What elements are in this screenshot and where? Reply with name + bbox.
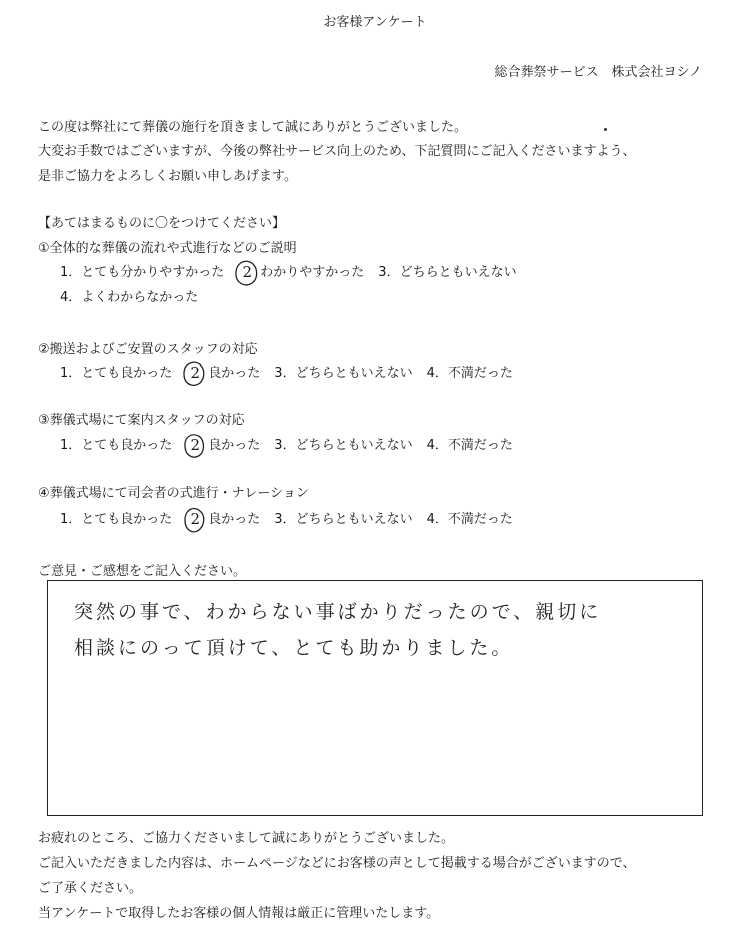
q4-option-1[interactable]: 1．とても良かった — [60, 512, 173, 527]
question-4-options — [60, 512, 527, 527]
q2-option-1[interactable]: 1．とても良かった — [60, 366, 173, 381]
q3-option-1[interactable]: 1．とても良かった — [60, 438, 173, 453]
speck-mark — [604, 128, 607, 131]
comment-box[interactable] — [47, 580, 703, 816]
q4-option-2-selected[interactable] — [186, 512, 204, 527]
hand-circle-icon — [182, 506, 208, 536]
q1-option-2-label: わかりやすかった — [260, 265, 365, 280]
q2-option-4[interactable]: 4．不満だった — [426, 366, 513, 381]
intro-line-3: 是非ご協力をよろしくお願い申しあげます。 — [38, 169, 297, 184]
q1-option-1[interactable]: 1．とても分かりやすかった — [60, 265, 225, 280]
closing-line-1: お疲れのところ、ご協力くださいまして誠にありがとうございました。 — [38, 831, 455, 846]
q2-option-2-selected[interactable] — [186, 366, 204, 381]
comment-label: ご意見・ご感想をご記入ください。 — [38, 564, 247, 579]
handwritten-comment-line-1: 突然の事で、わからない事ばかりだったので、親切に — [74, 601, 602, 623]
question-2-heading: ②搬送およびご安置のスタッフの対応 — [38, 342, 258, 357]
closing-line-4: 当アンケートで取得したお客様の個人情報は厳正に管理いたします。 — [38, 906, 440, 921]
q2-option-3[interactable]: 3．どちらともいえない — [274, 366, 413, 381]
q3-option-4[interactable]: 4．不満だった — [426, 438, 513, 453]
q3-option-2-number: 2 — [190, 436, 201, 454]
q4-option-3[interactable]: 3．どちらともいえない — [274, 512, 413, 527]
q3-option-2-selected[interactable] — [186, 438, 204, 453]
closing-line-3: ご了承ください。 — [38, 881, 143, 896]
page-title: お客様アンケート — [323, 15, 427, 30]
q4-option-2-label: 良かった — [208, 512, 261, 527]
q2-option-2-label: 良かった — [208, 366, 261, 381]
q4-option-4[interactable]: 4．不満だった — [426, 512, 513, 527]
question-4-heading: ④葬儀式場にて司会者の式進行・ナレーション — [38, 486, 309, 501]
instruction-text: 【あてはまるものに〇をつけてください】 — [38, 216, 286, 231]
question-1-heading: ①全体的な葬儀の流れや式進行などのご説明 — [38, 241, 297, 256]
hand-circle-icon — [182, 432, 208, 462]
q1-option-2-number: 2 — [242, 263, 253, 281]
question-3-options — [60, 438, 527, 453]
hand-circle-icon — [182, 360, 208, 390]
q1-option-3[interactable]: 3．どちらともいえない — [378, 265, 517, 280]
q4-option-2-number: 2 — [190, 510, 201, 528]
closing-line-2: ご記入いただきました内容は、ホームページなどにお客様の声として掲載する場合がございますので、 — [38, 856, 636, 871]
question-1-options-row2 — [60, 291, 212, 304]
hand-circle-icon — [234, 259, 260, 289]
intro-line-2: 大変お手数ではございますが、今後の弊社サービス向上のため、下記質問にご記入くださいますよう、 — [38, 144, 636, 159]
handwritten-comment-line-2: 相談にのって頂けて、とても助かりました。 — [74, 637, 514, 659]
question-2-options — [60, 366, 527, 381]
q1-option-2-selected[interactable] — [238, 265, 256, 280]
question-1-options-row1 — [60, 265, 531, 280]
q3-option-3[interactable]: 3．どちらともいえない — [274, 438, 413, 453]
q3-option-2-label: 良かった — [208, 438, 261, 453]
q2-option-2-number: 2 — [190, 364, 201, 382]
company-name: 総合葬祭サービス 株式会社ヨシノ — [494, 65, 702, 80]
intro-line-1: この度は弊社にて葬儀の施行を頂きまして誠にありがとうございました。 — [38, 120, 468, 135]
question-3-heading: ③葬儀式場にて案内スタッフの対応 — [38, 413, 245, 428]
q1-option-4[interactable]: 4．よくわからなかった — [60, 290, 199, 305]
